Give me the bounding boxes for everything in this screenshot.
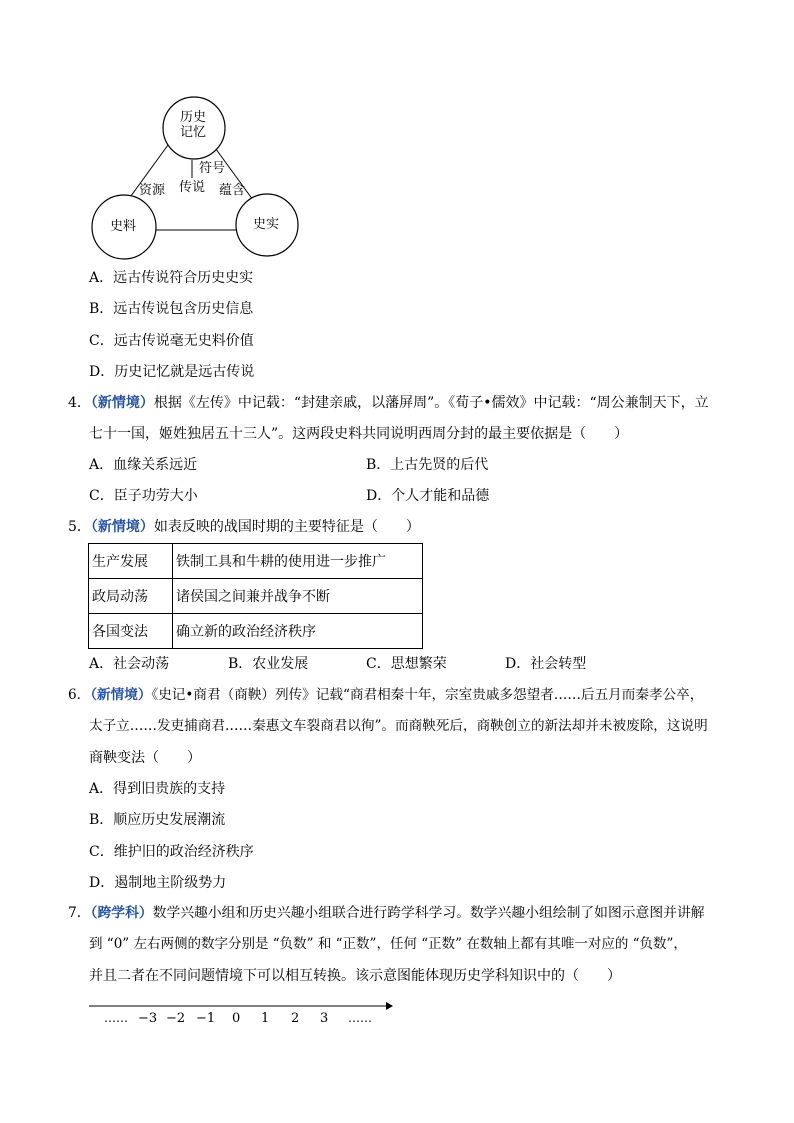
numberline-label: 1 <box>261 1011 270 1026</box>
q5-option-a: A．社会动荡 <box>89 656 170 672</box>
q7-line3: 并且二者在不同问题情境下可以相互转换。该示意图能体现历史学科知识中的（ ） <box>89 968 621 984</box>
table-cell: 铁制工具和牛耕的使用进一步推广 <box>173 544 423 579</box>
q5-number: 5． <box>68 519 91 535</box>
node-sources-label: 史料 <box>110 219 137 234</box>
numberline-label: −3 <box>138 1011 158 1026</box>
q3-option-d: D．历史记忆就是远古传说 <box>89 364 255 380</box>
numberline-label: −1 <box>196 1011 216 1026</box>
question-4 <box>68 396 709 410</box>
table-cell: 确立新的政治经济秩序 <box>173 614 423 649</box>
q5-table <box>88 543 423 649</box>
numberline-label: …… <box>348 1011 372 1025</box>
q6-option-c: C．维护旧的政治经济秩序 <box>89 844 254 860</box>
numberline-label: 0 <box>232 1011 241 1026</box>
q5-line1: 如表反映的战国时期的主要特征是（ ） <box>153 519 420 535</box>
question-6 <box>68 689 703 703</box>
q7-tag: （跨学科） <box>90 905 153 921</box>
q6-option-d: D．遏制地主阶级势力 <box>89 875 227 891</box>
label-symbol: 符号 <box>199 161 226 176</box>
table-cell: 各国变法 <box>89 614 173 649</box>
table-cell: 诸侯国之间兼并战争不断 <box>173 579 423 614</box>
q5-option-d: D．社会转型 <box>505 656 587 672</box>
numberline-label: 3 <box>320 1011 329 1026</box>
q4-line1: 根据《左传》中记载：“封建亲戚，以藩屏周”。《荀子•儒效》中记载：“周公兼制天下，立 <box>153 395 709 411</box>
q3-option-a: A．远古传说符合历史史实 <box>89 270 254 286</box>
question-5 <box>68 520 420 534</box>
q7-number: 7． <box>68 905 91 921</box>
q4-number: 4． <box>68 395 91 411</box>
numberline-label: …… <box>104 1011 128 1025</box>
table-cell: 政局动荡 <box>89 579 173 614</box>
label-legend: 传说 <box>179 180 206 195</box>
q6-option-a: A．得到旧贵族的支持 <box>89 781 226 797</box>
number-line-arrow <box>386 1002 393 1010</box>
table-row <box>89 579 423 614</box>
question-7 <box>68 907 705 921</box>
q6-tag: （新情境） <box>90 687 152 703</box>
history-memory-diagram <box>0 0 794 300</box>
q6-number: 6． <box>68 687 91 703</box>
numberline-label: 2 <box>291 1011 300 1026</box>
q6-line2: 太子立……发吏捕商君……秦惠文车裂商君以徇”。而商鞅死后，商鞅创立的新法却并未被废除，这说明 <box>89 718 708 734</box>
q6-option-b: B．顺应历史发展潮流 <box>89 812 226 828</box>
q5-tag: （新情境） <box>90 519 154 535</box>
node-memory-label-2: 记忆 <box>180 125 207 140</box>
node-memory-label-1: 历史 <box>180 110 207 125</box>
q4-tag: （新情境） <box>90 395 154 411</box>
numberline-label: −2 <box>166 1011 186 1026</box>
q4-line2: 七十一国，姬姓独居五十三人”。这两段史料共同说明西周分封的最主要依据是（ ） <box>89 426 629 442</box>
node-facts-label: 史实 <box>253 217 280 232</box>
table-row <box>89 544 423 579</box>
label-resource: 资源 <box>139 183 166 198</box>
label-contain: 蕴含 <box>219 183 246 198</box>
q5-option-c: C．思想繁荣 <box>366 656 447 672</box>
q4-option-c: C．臣子功劳大小 <box>89 488 198 504</box>
q6-line3: 商鞅变法（ ） <box>89 750 201 766</box>
q7-line2: 到 “0” 左右两侧的数字分别是 “负数” 和 “正数”，任何 “正数” 在数轴上都有其唯一对应的 “负数”， <box>89 936 687 952</box>
q3-option-c: C．远古传说毫无史料价值 <box>89 333 254 349</box>
q4-option-b: B．上古先贤的后代 <box>366 457 489 473</box>
table-row <box>89 614 423 649</box>
q4-option-d: D．个人才能和品德 <box>366 488 490 504</box>
q6-line1: 《史记•商君（商鞅）列传》记载“商君相秦十年，宗室贵戚多怨望者……后五月而秦孝公卒， <box>151 687 704 703</box>
table-cell: 生产发展 <box>89 544 173 579</box>
q4-option-a: A．血缘关系远近 <box>89 457 198 473</box>
q3-option-b: B．远古传说包含历史信息 <box>89 301 254 317</box>
q5-option-b: B．农业发展 <box>228 656 309 672</box>
q7-line1: 数学兴趣小组和历史兴趣小组联合进行跨学科学习。数学兴趣小组绘制了如图示意图并讲解 <box>152 905 705 921</box>
